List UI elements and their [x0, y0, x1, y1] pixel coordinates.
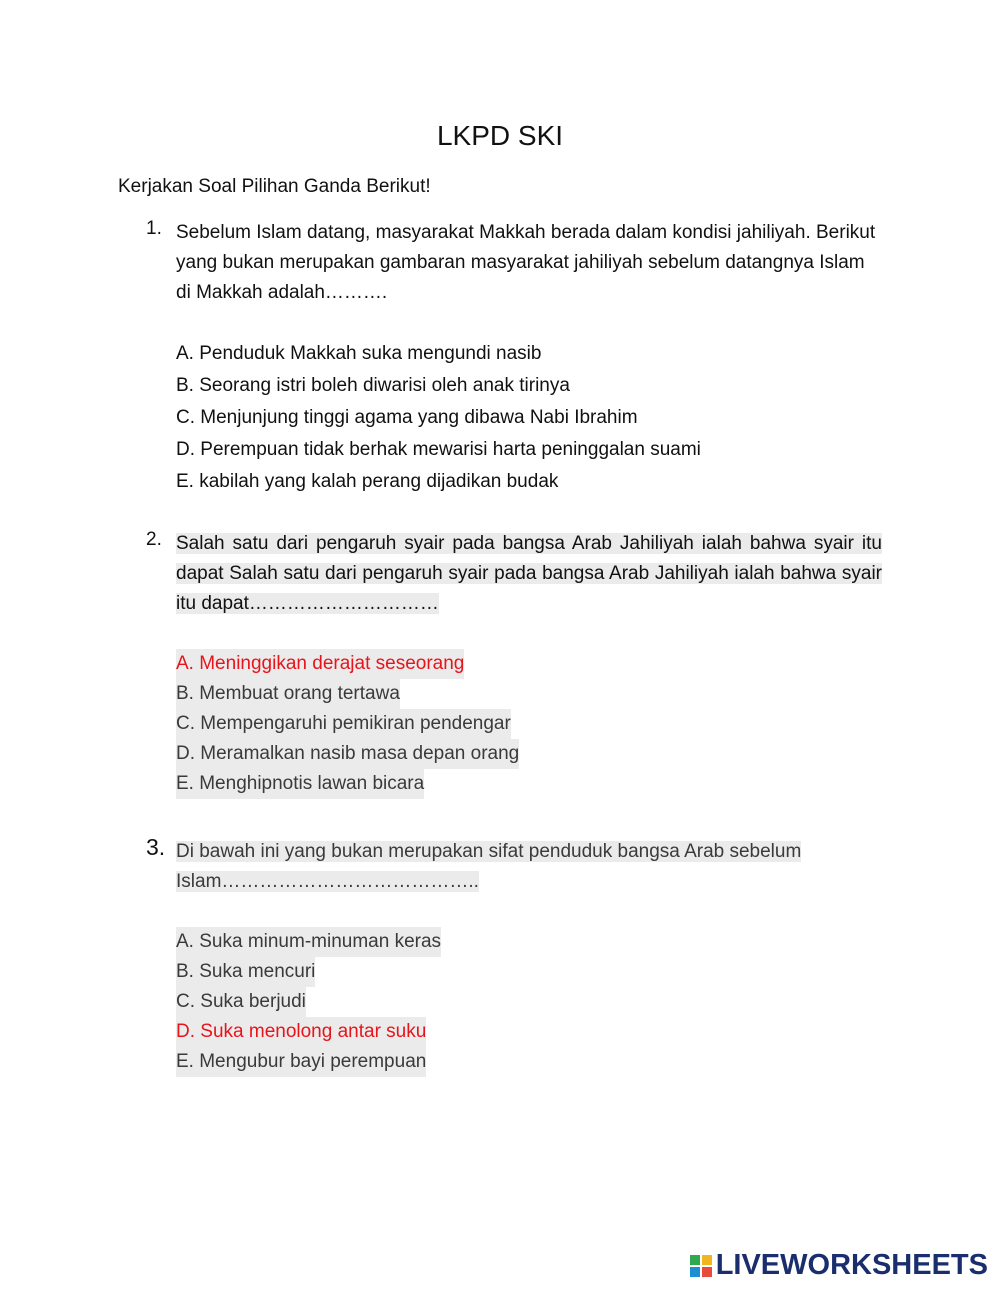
question-text: Di bawah ini yang bukan merupakan sifat penduduk bangsa Arab sebelum Islam…………………………………..	[176, 841, 802, 892]
option-list	[176, 927, 882, 1077]
option-a-correct[interactable]: A. Meninggikan derajat seseorang	[176, 649, 882, 679]
option-b[interactable]: B. Suka mencuri	[176, 957, 882, 987]
question-text: Salah satu dari pengaruh syair pada bangsa Arab Jahiliyah ialah bahwa syair itu dapat Salah satu dari pengaruh syair pada bangsa Arab Jahiliyah ialah bahwa syair itu dapat…………………………	[176, 533, 882, 614]
question-1	[146, 218, 882, 498]
option-d-correct[interactable]: D. Suka menolong antar suku	[176, 1017, 882, 1047]
page-title: LKPD SKI	[436, 120, 564, 151]
liveworksheets-logo	[690, 1249, 988, 1282]
question-2	[146, 529, 882, 799]
option-e[interactable]: E. kabilah yang kalah perang dijadikan budak	[176, 471, 559, 492]
option-b[interactable]: B. Seorang istri boleh diwarisi oleh anak tirinya	[176, 375, 570, 396]
option-a[interactable]: A. Suka minum-minuman keras	[176, 927, 882, 957]
option-e[interactable]: E. Menghipnotis lawan bicara	[176, 769, 882, 799]
option-list	[176, 649, 882, 799]
option-list	[176, 338, 882, 498]
question-text: Sebelum Islam datang, masyarakat Makkah berada dalam kondisi jahiliyah. Berikut yang bukan merupakan gambaran masyarakat jahiliyah sebelum datangnya Islam di Makkah adalah……….	[176, 222, 876, 303]
option-a[interactable]: A. Penduduk Makkah suka mengundi nasib	[176, 343, 542, 364]
logo-text: LIVEWORKSHEETS	[715, 1249, 988, 1281]
option-c[interactable]: C. Mempengaruhi pemikiran pendengar	[176, 709, 882, 739]
option-d[interactable]: D. Perempuan tidak berhak mewarisi harta peninggalan suami	[176, 439, 701, 460]
option-c[interactable]: C. Suka berjudi	[176, 987, 882, 1017]
question-3	[146, 834, 882, 1077]
option-e[interactable]: E. Mengubur bayi perempuan	[176, 1047, 882, 1077]
question-number: 3.	[146, 834, 166, 860]
logo-blocks-icon	[690, 1255, 712, 1277]
instructions: Kerjakan Soal Pilihan Ganda Berikut!	[118, 176, 431, 197]
option-b[interactable]: B. Membuat orang tertawa	[176, 679, 882, 709]
question-number: 1.	[146, 218, 162, 239]
option-d[interactable]: D. Meramalkan nasib masa depan orang	[176, 739, 882, 769]
question-number: 2.	[146, 529, 162, 550]
option-c[interactable]: C. Menjunjung tinggi agama yang dibawa Nabi Ibrahim	[176, 407, 638, 428]
